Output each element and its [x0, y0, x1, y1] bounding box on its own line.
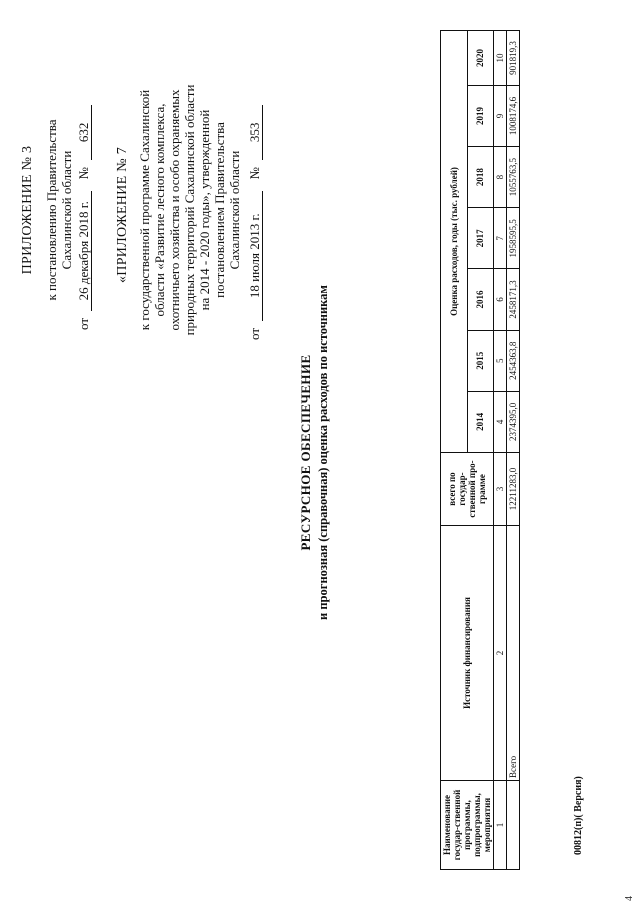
appendix-7-line: к государственной программе Сахалинской: [137, 89, 152, 331]
row-year-value: 1008174,6: [507, 85, 520, 146]
column-number: 5: [494, 330, 507, 391]
appendix-7-number-prefix: №: [247, 167, 262, 180]
resource-table: [440, 30, 520, 870]
appendix-3-title: ПРИЛОЖЕНИЕ № 3: [20, 145, 35, 275]
column-number: 8: [494, 147, 507, 208]
row-year-value: 2458171,3: [507, 269, 520, 330]
corner-page-mark: 4: [624, 896, 635, 901]
header-total: всего по государ-ственной про-грамме: [441, 453, 494, 526]
header-year: 2020: [467, 31, 494, 86]
appendix-7-number: 353: [247, 105, 263, 160]
row-funding-source: Всего: [507, 526, 520, 781]
column-number: 7: [494, 208, 507, 269]
appendix-3-date-line: [76, 90, 92, 330]
table-header-row: [441, 31, 468, 870]
appendix-3-date-prefix: от: [76, 317, 91, 330]
row-year-value: 1958595,5: [507, 208, 520, 269]
header-year: 2017: [467, 208, 494, 269]
appendix-7-title: «ПРИЛОЖЕНИЕ № 7: [115, 147, 130, 283]
row-year-value: 901819,3: [507, 31, 520, 86]
document-subtitle: и прогнозная (справочная) оценка расходов по источникам: [316, 285, 330, 620]
appendix-7-date: 18 июля 2013 г.: [247, 191, 263, 321]
appendix-3-number: 632: [76, 105, 92, 160]
column-number: 10: [494, 31, 507, 86]
column-number: 6: [494, 269, 507, 330]
appendix-7-date-prefix: от: [247, 327, 262, 340]
header-funding-source: Источник финансирования: [441, 526, 494, 781]
row-program-name: [507, 781, 520, 870]
appendix-3-number-prefix: №: [76, 167, 91, 180]
appendix-7-line: на 2014 - 2020 годы», утвержденной: [197, 109, 212, 311]
appendix-7-line: охотничьего хозяйства и особо охраняемых: [167, 89, 182, 331]
column-number: 1: [494, 781, 507, 870]
column-number: 2: [494, 526, 507, 781]
document-title: РЕСУРСНОЕ ОБЕСПЕЧЕНИЕ: [298, 354, 313, 551]
document-version-stamp: 00812(п)( Версия): [573, 776, 584, 855]
row-total: 12211283,0: [507, 453, 520, 526]
appendix-7-line: природных территорий Сахалинской области: [182, 84, 197, 336]
header-program-name: Наименование государ-ственной программы, подпрограммы, мероприятия: [441, 781, 494, 870]
column-number: 3: [494, 453, 507, 526]
appendix-7-line: Сахалинской области: [227, 150, 242, 270]
header-year: 2014: [467, 391, 494, 452]
appendix-7-date-line: [247, 80, 263, 340]
appendix-3-line1: к постановлению Правительства: [44, 119, 59, 301]
table-row: [507, 31, 520, 870]
header-cost-estimate: Оценка расходов, годы (тыс. рублей): [441, 31, 468, 453]
header-year: 2018: [467, 147, 494, 208]
row-year-value: 1055763,5: [507, 147, 520, 208]
row-year-value: 2374395,0: [507, 391, 520, 452]
appendix-3-line2: Сахалинской области: [59, 150, 74, 270]
header-year: 2019: [467, 85, 494, 146]
appendix-7-line: области «Развитие лесного комплекса,: [152, 103, 167, 317]
header-year: 2016: [467, 269, 494, 330]
appendix-7-line: постановлением Правительства: [212, 122, 227, 298]
table-column-numbers-row: [494, 31, 507, 870]
column-number: 9: [494, 85, 507, 146]
row-year-value: 2454363,8: [507, 330, 520, 391]
appendix-7-text: [137, 80, 242, 340]
appendix-3-date: 26 декабря 2018 г.: [76, 191, 92, 311]
header-year: 2015: [467, 330, 494, 391]
column-number: 4: [494, 391, 507, 452]
